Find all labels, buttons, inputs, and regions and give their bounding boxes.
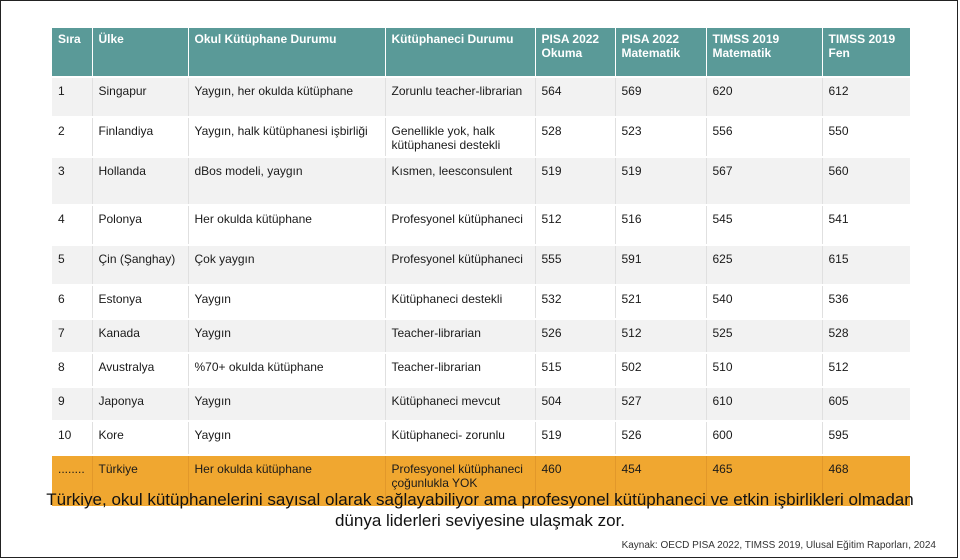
cell-pisa-math: 502 (615, 353, 706, 387)
header-pisa-math: PISA 2022 Matematik (615, 28, 706, 77)
cell-country: Avustralya (92, 353, 188, 387)
cell-pisa-reading: 528 (535, 117, 615, 157)
cell-pisa-reading: 515 (535, 353, 615, 387)
cell-library: Çok yaygın (188, 245, 385, 285)
cell-librarian: Kısmen, leesconsulent (385, 157, 535, 205)
cell-timss-math: 525 (706, 319, 822, 353)
cell-timss-science: 528 (822, 319, 910, 353)
cell-timss-science: 605 (822, 387, 910, 421)
cell-rank: 6 (52, 285, 92, 319)
cell-country: Kore (92, 421, 188, 455)
cell-timss-science: 612 (822, 77, 910, 117)
cell-pisa-math: 526 (615, 421, 706, 455)
cell-pisa-math: 569 (615, 77, 706, 117)
cell-rank: 3 (52, 157, 92, 205)
cell-country: Polonya (92, 205, 188, 245)
cell-rank: 2 (52, 117, 92, 157)
cell-library: dBos modeli, yaygın (188, 157, 385, 205)
header-librarian-status: Kütüphaneci Durumu (385, 28, 535, 77)
cell-pisa-reading: 460 (535, 455, 615, 506)
cell-timss-math: 465 (706, 455, 822, 506)
cell-timss-science: 595 (822, 421, 910, 455)
cell-pisa-math: 516 (615, 205, 706, 245)
cell-pisa-math: 454 (615, 455, 706, 506)
table-row (52, 285, 910, 319)
cell-rank: 7 (52, 319, 92, 353)
cell-rank: 9 (52, 387, 92, 421)
cell-timss-math: 625 (706, 245, 822, 285)
cell-pisa-math: 521 (615, 285, 706, 319)
cell-librarian: Genellikle yok, halk kütüphanesi destekli (385, 117, 535, 157)
conclusion-caption: Türkiye, okul kütüphanelerini sayısal olarak sağlayabiliyor ama profesyonel kütüphaneci ve etkin işbirlikleri olmadan dünya liderleri seviyesine ulaşmak zor. (46, 490, 914, 530)
header-pisa-reading: PISA 2022 Okuma (535, 28, 615, 77)
cell-library: Her okulda kütüphane (188, 205, 385, 245)
table-row (52, 157, 910, 205)
header-country: Ülke (92, 28, 188, 77)
cell-timss-science: 550 (822, 117, 910, 157)
cell-rank: 5 (52, 245, 92, 285)
table-row (52, 319, 910, 353)
cell-librarian: Kütüphaneci mevcut (385, 387, 535, 421)
cell-timss-science: 512 (822, 353, 910, 387)
cell-pisa-math: 591 (615, 245, 706, 285)
cell-country: Çin (Şanghay) (92, 245, 188, 285)
cell-timss-math: 545 (706, 205, 822, 245)
cell-library: Yaygın (188, 319, 385, 353)
table-row (52, 117, 910, 157)
cell-timss-science: 560 (822, 157, 910, 205)
cell-rank: 10 (52, 421, 92, 455)
cell-pisa-reading: 532 (535, 285, 615, 319)
cell-library: Yaygın (188, 421, 385, 455)
cell-librarian: Kütüphaneci destekli (385, 285, 535, 319)
cell-pisa-math: 519 (615, 157, 706, 205)
cell-library: Yaygın (188, 387, 385, 421)
cell-library: Yaygın, halk kütüphanesi işbirliği (188, 117, 385, 157)
cell-pisa-reading: 519 (535, 421, 615, 455)
cell-timss-math: 510 (706, 353, 822, 387)
cell-rank: 1 (52, 77, 92, 117)
cell-timss-math: 540 (706, 285, 822, 319)
cell-pisa-math: 527 (615, 387, 706, 421)
table-row (52, 353, 910, 387)
cell-pisa-reading: 512 (535, 205, 615, 245)
cell-librarian: Zorunlu teacher-librarian (385, 77, 535, 117)
cell-country: Singapur (92, 77, 188, 117)
cell-pisa-reading: 564 (535, 77, 615, 117)
cell-country: Kanada (92, 319, 188, 353)
cell-rank: 4 (52, 205, 92, 245)
cell-pisa-reading: 555 (535, 245, 615, 285)
cell-timss-science: 615 (822, 245, 910, 285)
cell-timss-math: 620 (706, 77, 822, 117)
cell-pisa-math: 523 (615, 117, 706, 157)
cell-librarian: Teacher-librarian (385, 319, 535, 353)
cell-pisa-reading: 504 (535, 387, 615, 421)
cell-pisa-reading: 519 (535, 157, 615, 205)
cell-librarian: Kütüphaneci- zorunlu (385, 421, 535, 455)
cell-timss-math: 600 (706, 421, 822, 455)
header-timss-science: TIMSS 2019 Fen (822, 28, 910, 77)
table-row (52, 421, 910, 455)
table-row (52, 387, 910, 421)
table-row (52, 205, 910, 245)
cell-library: Yaygın, her okulda kütüphane (188, 77, 385, 117)
cell-pisa-math: 512 (615, 319, 706, 353)
cell-timss-science: 468 (822, 455, 910, 506)
cell-pisa-reading: 526 (535, 319, 615, 353)
cell-rank: ........ (52, 455, 92, 506)
cell-country: Türkiye (92, 455, 188, 506)
cell-timss-math: 556 (706, 117, 822, 157)
header-rank: Sıra (52, 28, 92, 77)
cell-library: Her okulda kütüphane (188, 455, 385, 506)
cell-timss-science: 541 (822, 205, 910, 245)
source-note: Kaynak: OECD PISA 2022, TIMSS 2019, Ulusal Eğitim Raporları, 2024 (621, 540, 936, 551)
cell-librarian: Profesyonel kütüphaneci çoğunlukla YOK (385, 455, 535, 506)
table-row (52, 77, 910, 117)
cell-country: Japonya (92, 387, 188, 421)
cell-country: Finlandiya (92, 117, 188, 157)
cell-library: %70+ okulda kütüphane (188, 353, 385, 387)
cell-country: Estonya (92, 285, 188, 319)
header-timss-math: TIMSS 2019 Matematik (706, 28, 822, 77)
table-header-row (52, 28, 910, 77)
cell-librarian: Teacher-librarian (385, 353, 535, 387)
comparison-table (52, 28, 910, 506)
cell-timss-science: 536 (822, 285, 910, 319)
cell-timss-math: 610 (706, 387, 822, 421)
cell-timss-math: 567 (706, 157, 822, 205)
header-library-status: Okul Kütüphane Durumu (188, 28, 385, 77)
cell-librarian: Profesyonel kütüphaneci (385, 245, 535, 285)
cell-librarian: Profesyonel kütüphaneci (385, 205, 535, 245)
table-row (52, 245, 910, 285)
cell-country: Hollanda (92, 157, 188, 205)
cell-rank: 8 (52, 353, 92, 387)
cell-library: Yaygın (188, 285, 385, 319)
